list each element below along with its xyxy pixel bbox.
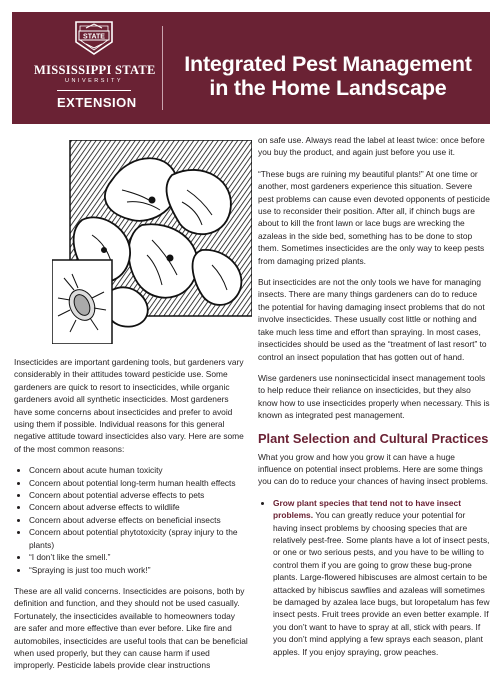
reasons-list [14,464,248,576]
title-line-1: Integrated Pest Management [184,52,472,76]
list-item: • Concern about potential phytotoxicity (spray injury to the plants) [29,526,248,551]
bugs-paragraph: “These bugs are ruining my beautiful plants!” At one time or another, most gardeners experience this situation. Severe pest problems can cause even devoted opponents of pesticide use to reconsider their position. After all, if chinch bugs are about to kill the front lawn or lace bugs are wrecking the azaleas in the side bed, something has to be done to stop them. Sometimes insecticides are the only way to keep pests from damaging prized plants. [258,168,490,266]
left-column [14,356,248,681]
header-divider [162,26,163,110]
label-paragraph: on safe use. Always read the label at least twice: once before you buy the product, and again just before you use it. [258,135,485,158]
title-line-2: in the Home Landscape [209,76,447,100]
list-item: • “I don’t like the smell.” [29,551,248,563]
list-item: • Concern about potential long-term human health effects [29,477,248,489]
closing-paragraph: These are all valid concerns. Insecticides are poisons, both by definition and function, and they should not be used casually. Fortunately, the insecticides available to homeowners today are safer and more effective than ever before. Like fire and automobiles, insecticides are useful tools that can be beneficial when used properly, but they can cause harm if used improperly. Pesticide labels provide clear instructions [14,585,248,671]
tools-paragraph: But insecticides are not the only tools we have for managing insects. There are many things gardeners can do to reduce the potential for having damaging insect problems that do not involve insecticides. These usually cost little or nothing and take much less time and effort than spraying. In most cases, insecticides should be used as the “treatment of last resort” to control an insect population that has gotten out of hand. [258,277,487,362]
university-logo [34,20,154,110]
header-banner [12,12,490,124]
right-column [258,134,490,667]
section-heading: Plant Selection and Cultural Practices [258,430,489,446]
azalea-lace-bug-illustration [52,140,252,344]
page-title [167,52,489,100]
list-item: • “Spraying is just too much work!” [29,564,248,576]
university-name: MISSISSIPPI STATE [34,63,156,77]
tip-title: Grow plant species that tend not to have insect problems. [273,497,462,521]
list-item: • Concern about adverse effects on beneficial insects [29,514,248,526]
list-item [273,497,490,658]
section-intro: What you grow and how you grow it can have a huge influence on potential insect problems. Here are some things you can do to reduce your chances of having insect problems. [258,451,488,487]
tip-text: You can greatly reduce your potential for having insect problems by choosing species that are relatively pest-free. Some plants have a lot of insect pests, or one or two serious pests, and you have to be willing to control them if you are going to grow these bug-prone plants. Large-flowered hibiscuses are almost certain to be attacked by hibiscus sawflies and azaleas will sometimes be damaged by azalea lace bugs, but loropetalum has few insect pests. Fruit trees provide an even better example. If you don’t want to have to spray at all, stick with pears. If you don’t mind applying a few sprays each season, plant apples. If you enjoy spraying, grow peaches. [273,510,490,657]
list-item: • Concern about potential adverse effects to pets [29,489,248,501]
tips-list [258,497,490,658]
university-seal-icon [72,20,116,56]
seal-text: STATE [83,33,105,41]
ipm-paragraph: Wise gardeners use noninsecticidal insect management tools to help reduce their reliance on insecticides, but they also know how to use insecticides properly when necessary. This is known as integrated pest management. [258,372,490,421]
extension-label: EXTENSION [57,90,131,110]
list-item: • Concern about adverse effects to wildlife [29,501,248,513]
list-item: • Concern about acute human toxicity [29,464,248,476]
intro-paragraph: Insecticides are important gardening tools, but gardeners vary considerably in their attitudes toward pesticide use. Some gardeners are quick to resort to insecticides, while organic gardeners avoid all synthetic insecticides. Most gardeners have some concerns about insecticides and prefer to avoid using them if possible. Individual reasons for this general negative attitude toward insecticides also vary. Here are some of the most common reasons: [14,357,244,454]
university-subtitle: UNIVERSITY [64,78,123,84]
